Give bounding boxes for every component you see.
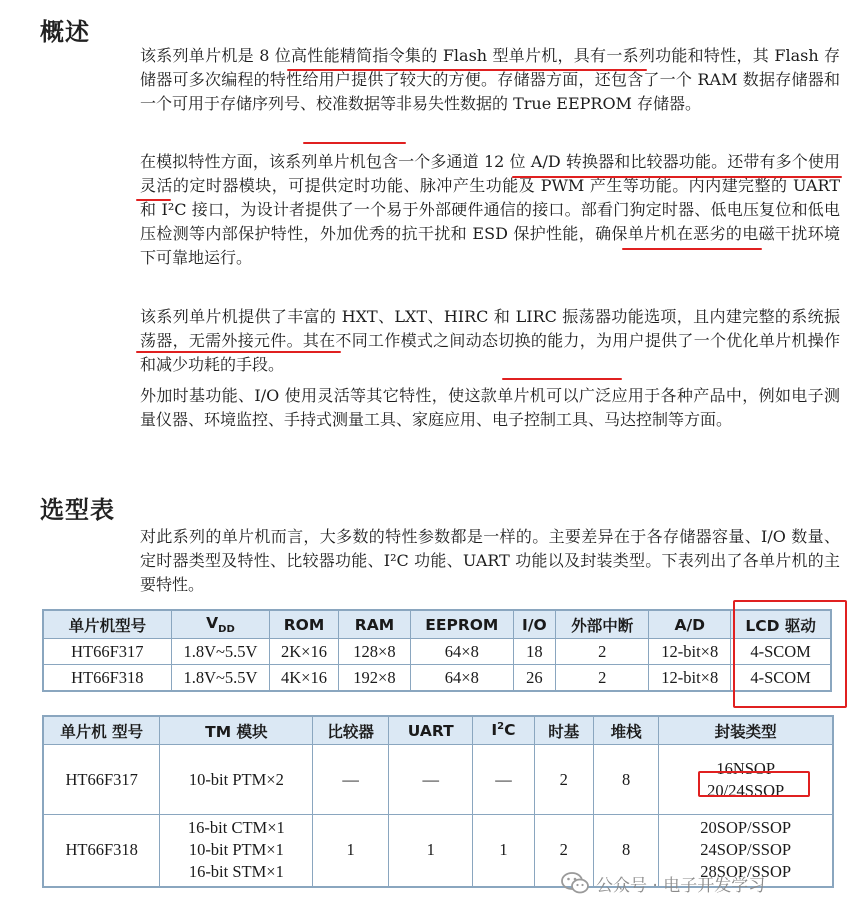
vdd-subscript: DD — [218, 624, 235, 636]
col-header-vdd — [171, 610, 270, 639]
underline-annotation — [512, 176, 842, 178]
cell-model: HT66F318 — [43, 665, 171, 692]
watermark-text: 公众号 · 电子开发学习 — [596, 875, 766, 896]
spec-table-2 — [42, 715, 834, 888]
cell-tm-module: 10-bit PTM×2 — [160, 745, 313, 815]
col-header-io: I/O — [513, 610, 556, 639]
cell-vdd: 1.8V~5.5V — [171, 639, 270, 665]
selection-intro-paragraph: 对此系列的单片机而言，大多数的特性参数都是一样的。主要差异在于各存储器容量、I/O 数量、定时器类型及特性、比较器功能、I²C 功能、UART 功能以及封装类型。下表列出了各单片机的主要特性。 — [140, 527, 840, 594]
cell-ext-interrupt: 2 — [556, 665, 649, 692]
cell-stack: 8 — [593, 815, 658, 887]
vdd-symbol: V — [206, 613, 219, 632]
underline-annotation — [303, 142, 406, 144]
col-header-package: 封装类型 — [659, 716, 833, 745]
i2c-superscript: 2 — [497, 721, 505, 733]
cell-i2c: — — [473, 745, 534, 815]
cell-io: 26 — [513, 665, 556, 692]
col-header-uart: UART — [389, 716, 473, 745]
col-header-timebase: 时基 — [534, 716, 593, 745]
cell-rom: 4K×16 — [270, 665, 339, 692]
package-highlight-box — [698, 771, 810, 797]
cell-model: HT66F317 — [43, 745, 160, 815]
col-header-model: 单片机 型号 — [43, 716, 160, 745]
cell-eeprom: 64×8 — [411, 665, 513, 692]
cell-model: HT66F318 — [43, 815, 160, 887]
cell-io: 18 — [513, 639, 556, 665]
cell-lcd: 4-SCOM — [731, 639, 831, 665]
cell-timebase: 2 — [534, 815, 593, 887]
cell-uart: — — [389, 745, 473, 815]
cell-ext-interrupt: 2 — [556, 639, 649, 665]
cell-package: 16NSOP 20/24SSOP — [659, 745, 833, 815]
selection-heading: 选型表 — [40, 496, 115, 524]
col-header-comparator: 比较器 — [313, 716, 389, 745]
cell-comparator: 1 — [313, 815, 389, 887]
underline-annotation — [287, 69, 647, 71]
table-header-row — [43, 610, 831, 639]
col-header-ad: A/D — [649, 610, 731, 639]
overview-paragraph-3: 该系列单片机提供了丰富的 HXT、LXT、HIRC 和 LIRC 振荡器功能选项，且内建完整的系统振荡器，无需外接元件。其在不同工作模式之间动态切换的能力，为用户提供了一个优化单片机操作和减少功耗的手段。 — [140, 307, 840, 374]
overview-paragraph-2: 在模拟特性方面，该系列单片机包含一个多通道 12 位 A/D 转换器和比较器功能。还带有多个使用灵活的定时器模块，可提供定时功能、脉冲产生功能及 PWM 产生等功能。内内建完整的 UART 和 I²C 接口，为设计者提供了一个易于外部硬件通信的接口。部看门狗定时器、低电压复位和低电压检测等内部保护特性，外加优秀的抗干扰和 ESD 保护性能，确保单片机在恶劣的电磁干扰环境下可靠地运行。 — [140, 152, 840, 267]
cell-comparator: — — [313, 745, 389, 815]
cell-uart: 1 — [389, 815, 473, 887]
cell-ram: 192×8 — [338, 665, 410, 692]
i2c-letter-c: C — [504, 721, 516, 740]
cell-ram: 128×8 — [338, 639, 410, 665]
underline-annotation — [136, 351, 341, 353]
wechat-icon — [560, 871, 590, 895]
col-header-ext-interrupt: 外部中断 — [556, 610, 649, 639]
col-header-stack: 堆栈 — [593, 716, 658, 745]
cell-tm-module: 16-bit CTM×1 10-bit PTM×1 16-bit STM×1 — [160, 815, 313, 887]
spec-table-1 — [42, 609, 832, 692]
cell-ad: 12-bit×8 — [649, 639, 731, 665]
overview-paragraph-1: 该系列单片机是 8 位高性能精简指令集的 Flash 型单片机，具有一系列功能和特性，其 Flash 存储器可多次编程的特性给用户提供了较大的方便。存储器方面，还包含了一个 RAM 数据存储器和一个可用于存储序列号、校准数据等非易失性数据的 True EEPROM 存储器。 — [140, 46, 840, 113]
cell-lcd: 4-SCOM — [731, 665, 831, 692]
cell-package: 20SOP/SSOP 24SOP/SSOP 28SOP/SSOP — [659, 815, 833, 887]
cell-rom: 2K×16 — [270, 639, 339, 665]
i2c-letter-i: I — [491, 721, 498, 740]
cell-timebase: 2 — [534, 745, 593, 815]
cell-i2c: 1 — [473, 815, 534, 887]
col-header-tm-module: TM 模块 — [160, 716, 313, 745]
cell-vdd: 1.8V~5.5V — [171, 665, 270, 692]
watermark — [560, 868, 765, 898]
table-row — [43, 639, 831, 665]
overview-paragraph-4: 外加时基功能、I/O 使用灵活等其它特性，使这款单片机可以广泛应用于各种产品中，例如电子测量仪器、环境监控、手持式测量工具、家庭应用、电子控制工具、马达控制等方面。 — [140, 386, 840, 429]
lcd-column-highlight-box — [733, 600, 847, 708]
table-row — [43, 665, 831, 692]
col-header-model: 单片机型号 — [43, 610, 171, 639]
cell-ad: 12-bit×8 — [649, 665, 731, 692]
cell-stack: 8 — [593, 745, 658, 815]
table-header-row — [43, 716, 833, 745]
col-header-eeprom: EEPROM — [411, 610, 513, 639]
col-header-ram: RAM — [338, 610, 410, 639]
cell-eeprom: 64×8 — [411, 639, 513, 665]
col-header-lcd: LCD 驱动 — [731, 610, 831, 639]
cell-model: HT66F317 — [43, 639, 171, 665]
col-header-rom: ROM — [270, 610, 339, 639]
overview-heading: 概述 — [40, 18, 90, 46]
underline-annotation — [502, 378, 622, 380]
col-header-i2c — [473, 716, 534, 745]
underline-annotation — [622, 248, 762, 250]
underline-annotation — [136, 199, 171, 201]
